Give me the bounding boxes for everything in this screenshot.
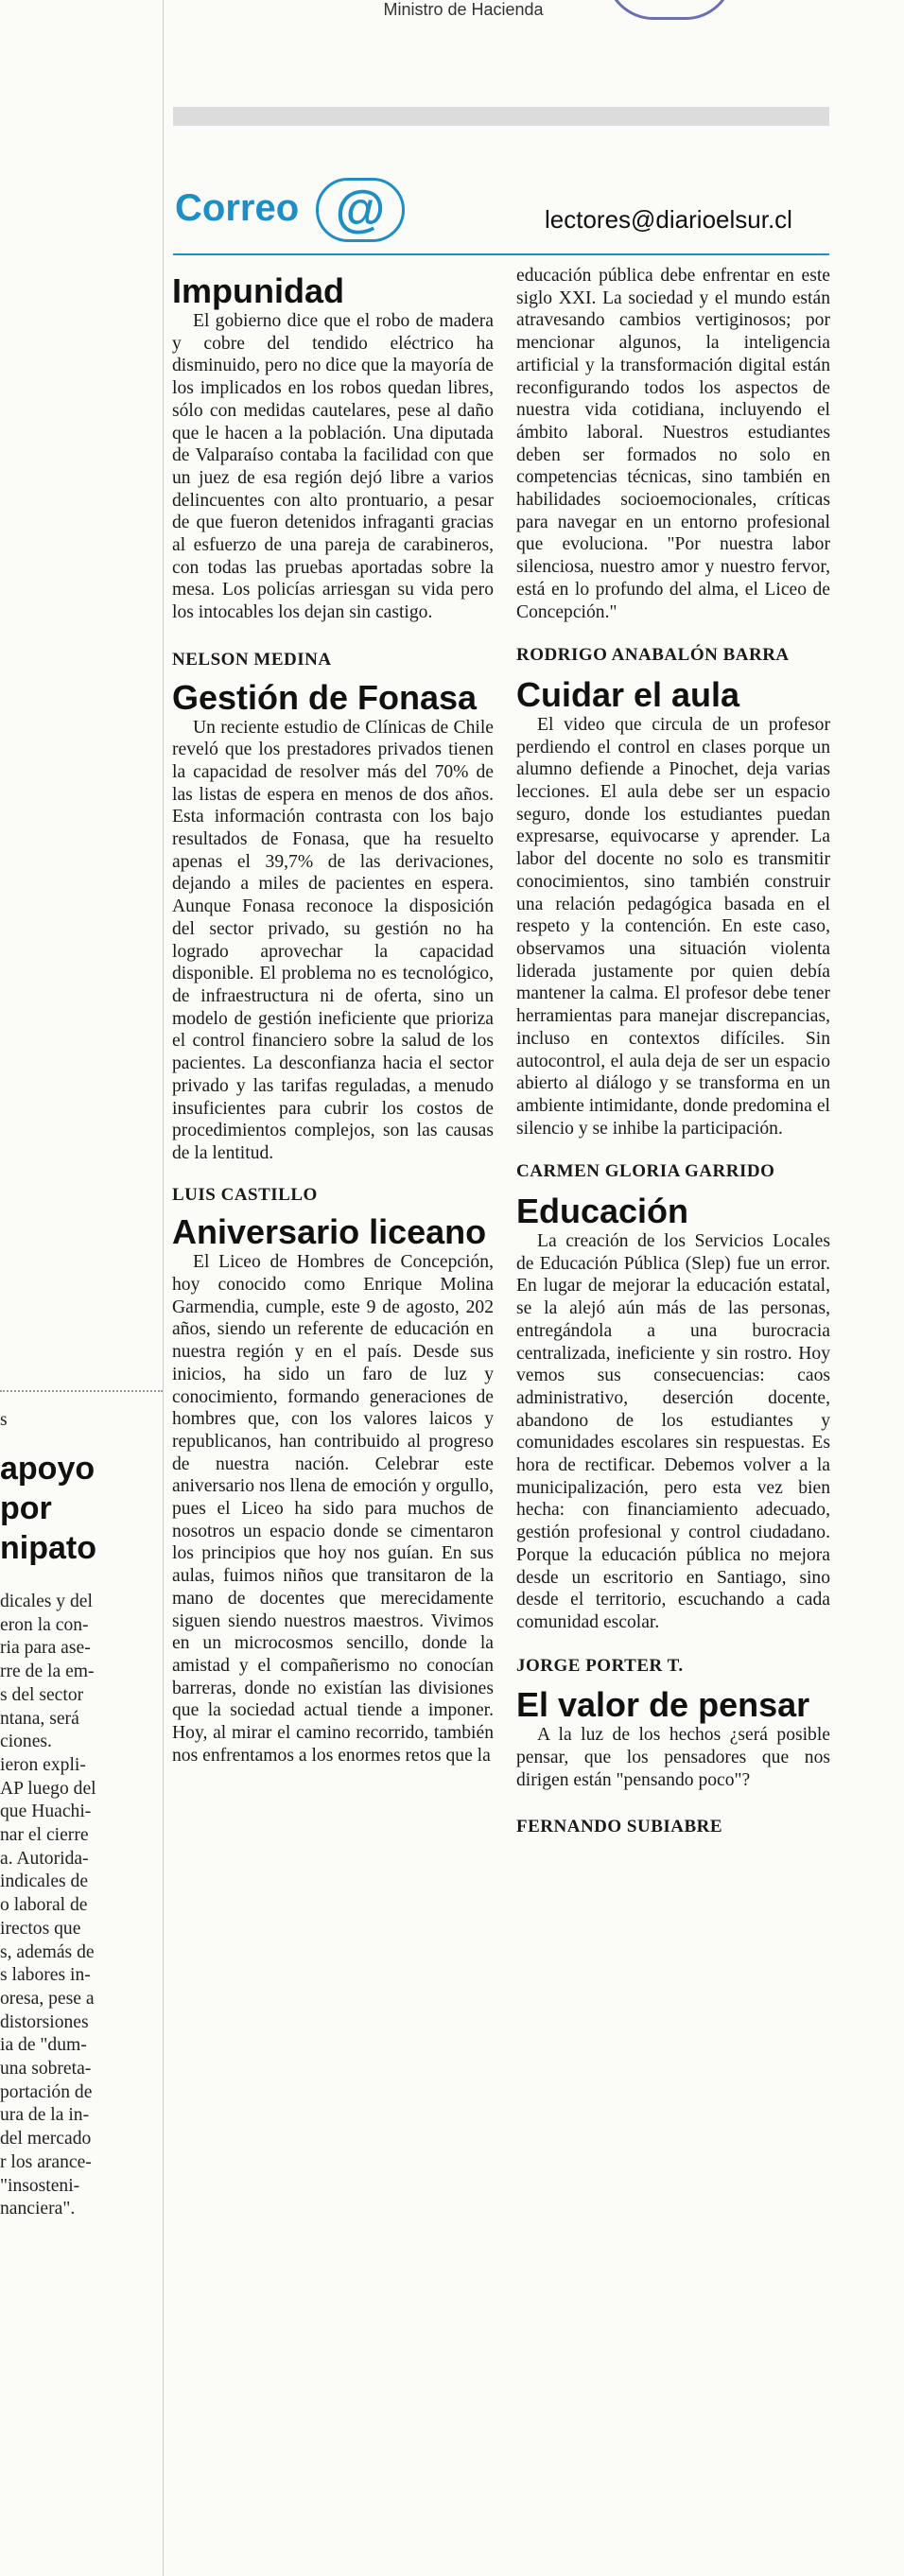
letter-body-continued: educación pública debe enfrentar en este siglo XXI. La sociedad y el mundo están atravesando cambios vertiginosos; por mencionar algunos, la inteligencia artificial y la transformación digital están reconfigurando todos los aspectos de nuestra vida cotidiana, incluyendo el ámbito laboral. Nuestros estudiantes deben ser formados no solo en competencias técnicas, sino también en habilidades socioemocionales, críticas para navegar en un entorno profesional que evoluciona. "Por nuestra labor silenciosa, nuestro amor y nuestro fervor, está en lo profundo del alma, el Liceo de Concepción.": [516, 266, 830, 622]
left-article-line: "insosteni-: [0, 2175, 80, 2196]
left-article-line: ria para ase-: [0, 1638, 91, 1659]
left-article-line: irectos que: [0, 1918, 81, 1939]
contact-email[interactable]: lectores@diarioelsur.cl: [545, 205, 792, 234]
left-article-line: o laboral de: [0, 1895, 88, 1916]
letter-body: La creación de los Servicios Locales de Educación Pública (Slep) fue un error. En lugar de mejorar la educación estatal, se la alejó aún más de las personas, entregándola a una burocracia centralizada, ineficiente y sin rostro. Hoy vemos sus consecuencias: caos administrativo, deserción docente, abandono de los estudiantes y comunidades escolares sin respuestas. Es hora de rectificar. Debemos volver a la municipalización, pero esta vez bien hecha: con financiamiento adecuado, gestión profesional y control ciudadano. Porque la educación pública no mejora desde un escritorio en Santiago, sino desde el territorio, escuchando a cada comunidad escolar.: [516, 1231, 830, 1632]
photo-caption: Ministro de Hacienda: [383, 0, 544, 19]
letter-title: Cuidar el aula: [516, 674, 740, 714]
left-headline-line-3: nipato: [0, 1530, 96, 1566]
at-icon: @: [316, 178, 405, 242]
left-article-line: ntana, será: [0, 1708, 79, 1729]
letter-author: FERNANDO SUBIABRE: [516, 1817, 723, 1837]
letter-author: CARMEN GLORIA GARRIDO: [516, 1161, 775, 1182]
letter-author: RODRIGO ANABALÓN BARRA: [516, 645, 790, 666]
left-article-line: ciones.: [0, 1732, 52, 1752]
letter-title: Educación: [516, 1192, 689, 1231]
left-article-line: nanciera".: [0, 2199, 76, 2219]
left-article-line: r los arance-: [0, 2151, 92, 2172]
left-article-line: portación de: [0, 2081, 93, 2102]
header-rule: [173, 253, 829, 255]
left-article-line: nar el cierre: [0, 1825, 89, 1845]
left-article-line: a. Autorida-: [0, 1848, 89, 1869]
left-article-line: s labores in-: [0, 1965, 91, 1986]
left-article-line: dicales y del: [0, 1592, 93, 1611]
letter-body: El Liceo de Hombres de Concepción, hoy conocido como Enrique Molina Garmendia, cumple, este 9 de agosto, 202 años, siendo un referente de educación en nuestra región y en el país. Desde sus inicios, ha sido un faro de luz y conocimiento, formando generaciones de hombres que, con los valores laicos y republicanos, han contribuido al progreso de nuestra nación. Celebrar este aniversario nos llena de emoción y orgullo, pues el Liceo ha sido para muchos de nosotros un espacio donde se cimentaron los principios que hoy nos guían. En sus aulas, fuimos niños que transitaron de la mano de docentes que merecidamente siguen siendo nuestros maestros. Vivimos en un microcosmos sencillo, donde la amistad y el compañerismo no conocían barreras, donde no existían las divisiones que la sociedad actual tiende a imponer. Hoy, al mirar el camino recorrido, también nos enfrentamos a los enormes retos que la: [172, 1252, 494, 1766]
left-article-line: que Huachi-: [0, 1801, 92, 1822]
left-article-line: ieron expli-: [0, 1754, 86, 1775]
left-article-line: ia de "dum-: [0, 2035, 87, 2056]
left-article-line: AP luego del: [0, 1778, 96, 1799]
left-headline-line-1: apoyo: [0, 1451, 96, 1487]
letter-body: Un reciente estudio de Clínicas de Chile reveló que los prestadores privados tienen la capacidad de resolver más del 70% de las listas de espera en menos de dos años. Esta información contrasta con los bajo resultados de Fonasa, que ha resuelto apenas el 39,7% de las derivaciones, dejando a miles de pacientes en espera. Aunque Fonasa reconoce la disposición del sector privado, su gestión no ha logrado aprovechar la capacidad disponible. El problema no es tecnológico, de infraestructura ni de oferta, sino un modelo de gestión ineficiente que prioriza el control financiero sobre la salud de los pacientes. La desconfianza hacia el sector privado y las tarifas reguladas, a menudo insuficientes para cubrir los costos de procedimientos complejos, son las causas de la lentitud.: [172, 717, 494, 1163]
letter-author: JORGE PORTER T.: [516, 1655, 684, 1676]
left-article-line: eron la con-: [0, 1614, 89, 1635]
left-article-line: indicales de: [0, 1871, 89, 1892]
column-separator: [163, 0, 164, 2576]
left-article-line: s del sector: [0, 1684, 84, 1705]
left-article-line: rre de la em-: [0, 1662, 95, 1682]
letter-title: Aniversario liceano: [172, 1212, 487, 1252]
left-article-line: distorsiones: [0, 2011, 89, 2032]
dotted-divider: [0, 1390, 163, 1392]
section-title: Correo: [175, 187, 300, 229]
left-article-line: ura de la in-: [0, 2105, 90, 2126]
letter-title: Gestión de Fonasa: [172, 677, 478, 717]
letters-column-1: [172, 265, 494, 1767]
letter-body: El gobierno dice que el robo de madera y cobre del tendido eléctrico ha disminuido, pero no dice que la mayoría de los implicados en los robos quedan libres, sólo con medidas cautelares, pese al daño que le hacen a la población. Una diputada de Valparaíso contaba la facilidad con que un juez de esa región dejó libre a varios delincuentes con alto prontuario, a pesar de que fueron detenidos infraganti gracias al esfuerzo de una pareja de carabineros, con todas las pruebas aportadas sobre la mesa. Los policías arriesgan su vida pero los intocables los dejan sin castigo.: [172, 311, 494, 623]
letter-title: El valor de pensar: [516, 1685, 810, 1725]
letter-author: NELSON MEDINA: [172, 649, 332, 670]
left-fragment-top: s: [0, 1410, 8, 1430]
letter-author: LUIS CASTILLO: [172, 1184, 318, 1205]
left-article-line: s, además de: [0, 1941, 95, 1962]
left-article-line: una sobreta-: [0, 2059, 92, 2079]
letters-column-2: [516, 265, 830, 1838]
letter-title: Impunidad: [172, 271, 344, 310]
left-article-line: oresa, pese a: [0, 1988, 95, 2009]
left-article-line: del mercado: [0, 2129, 92, 2150]
left-headline-line-2: por: [0, 1490, 52, 1526]
logo-fragment: [605, 0, 734, 20]
section-divider: [173, 107, 829, 126]
letter-body: A la luz de los hechos ¿será posible pensar, que los pensadores que nos dirigen están "pensando poco"?: [516, 1725, 830, 1790]
letter-body: El video que circula de un profesor perdiendo el control en clases porque un alumno defiende a Pinochet, deja varias lecciones. El aula debe ser un espacio seguro, donde los estudiantes puedan expresarse, equivocarse y aprender. La labor del docente no solo es transmitir conocimientos, sino también construir una relación pedagógica basada en el respeto y la contención. En este caso, observamos una situación violenta liderada justamente por quien debía mantener la calma. El profesor debe tener herramientas para manejar discrepancias, incluso en contextos difíciles. Sin autocontrol, el aula deja de ser un espacio abierto al diálogo y se transforma en un ambiente intimidante, donde predomina el silencio y se inhibe la participación.: [516, 714, 830, 1139]
